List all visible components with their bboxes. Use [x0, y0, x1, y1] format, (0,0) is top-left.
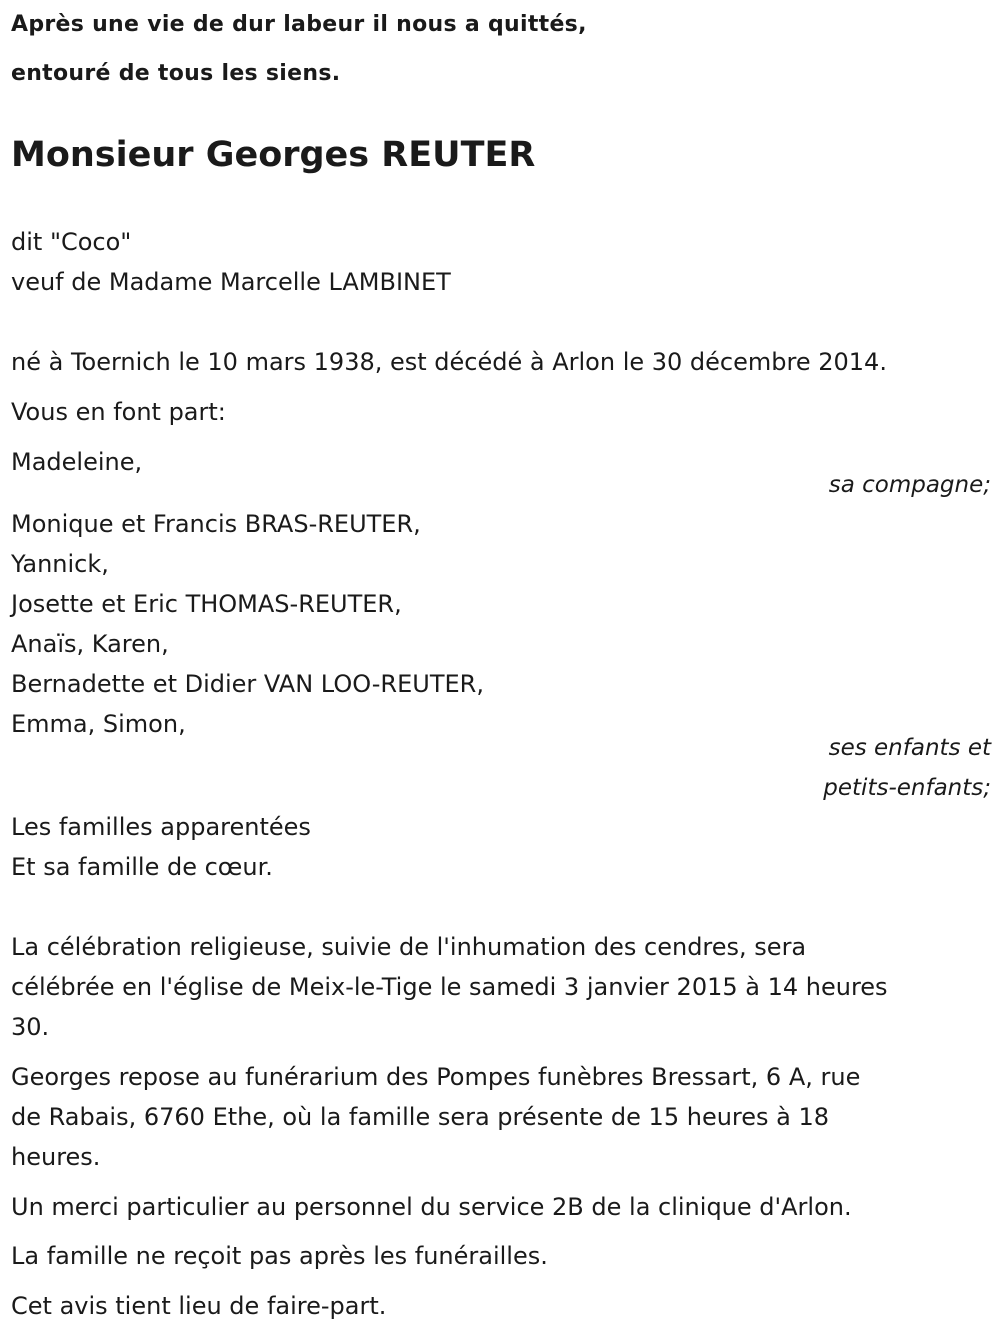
- families-line: Et sa famille de cœur.: [11, 853, 273, 881]
- nickname: dit "Coco": [11, 228, 132, 256]
- ceremony-line: La célébration religieuse, suivie de l'inhumation des cendres, sera: [11, 933, 807, 961]
- children-role-line-1: ses enfants et: [828, 735, 991, 761]
- funerarium-line: heures.: [11, 1143, 101, 1171]
- announcers-intro: Vous en font part:: [11, 398, 226, 426]
- families-line: Les familles apparentées: [11, 813, 311, 841]
- children-line: Monique et Francis BRAS-REUTER,: [11, 510, 421, 538]
- companion-name: Madeleine,: [11, 448, 143, 476]
- children-line: Josette et Eric THOMAS-REUTER,: [11, 590, 402, 618]
- children-line: Bernadette et Didier VAN LOO-REUTER,: [11, 670, 484, 698]
- birth-death: né à Toernich le 10 mars 1938, est décédé à Arlon le 30 décembre 2014.: [11, 348, 887, 376]
- funerarium-line: Georges repose au funérarium des Pompes funèbres Bressart, 6 A, rue: [11, 1063, 861, 1091]
- ceremony-line: célébrée en l'église de Meix-le-Tige le samedi 3 janvier 2015 à 14 heures: [11, 973, 888, 1001]
- intro-line-2: entouré de tous les siens.: [11, 61, 341, 86]
- thanks-line: Un merci particulier au personnel du service 2B de la clinique d'Arlon.: [11, 1193, 852, 1221]
- widower-of: veuf de Madame Marcelle LAMBINET: [11, 268, 451, 296]
- deceased-name: Monsieur Georges REUTER: [11, 135, 536, 175]
- children-role-line-2: petits-enfants;: [823, 775, 991, 801]
- intro-line-1: Après une vie de dur labeur il nous a quittés,: [11, 12, 587, 37]
- notice-line: Cet avis tient lieu de faire-part.: [11, 1292, 387, 1320]
- ceremony-line: 30.: [11, 1013, 50, 1041]
- children-line: Anaïs, Karen,: [11, 630, 169, 658]
- funerarium-line: de Rabais, 6760 Ethe, où la famille sera présente de 15 heures à 18: [11, 1103, 830, 1131]
- companion-role: sa compagne;: [828, 472, 991, 498]
- children-line: Yannick,: [11, 550, 109, 578]
- no-reception-line: La famille ne reçoit pas après les funérailles.: [11, 1242, 548, 1270]
- children-line: Emma, Simon,: [11, 710, 186, 738]
